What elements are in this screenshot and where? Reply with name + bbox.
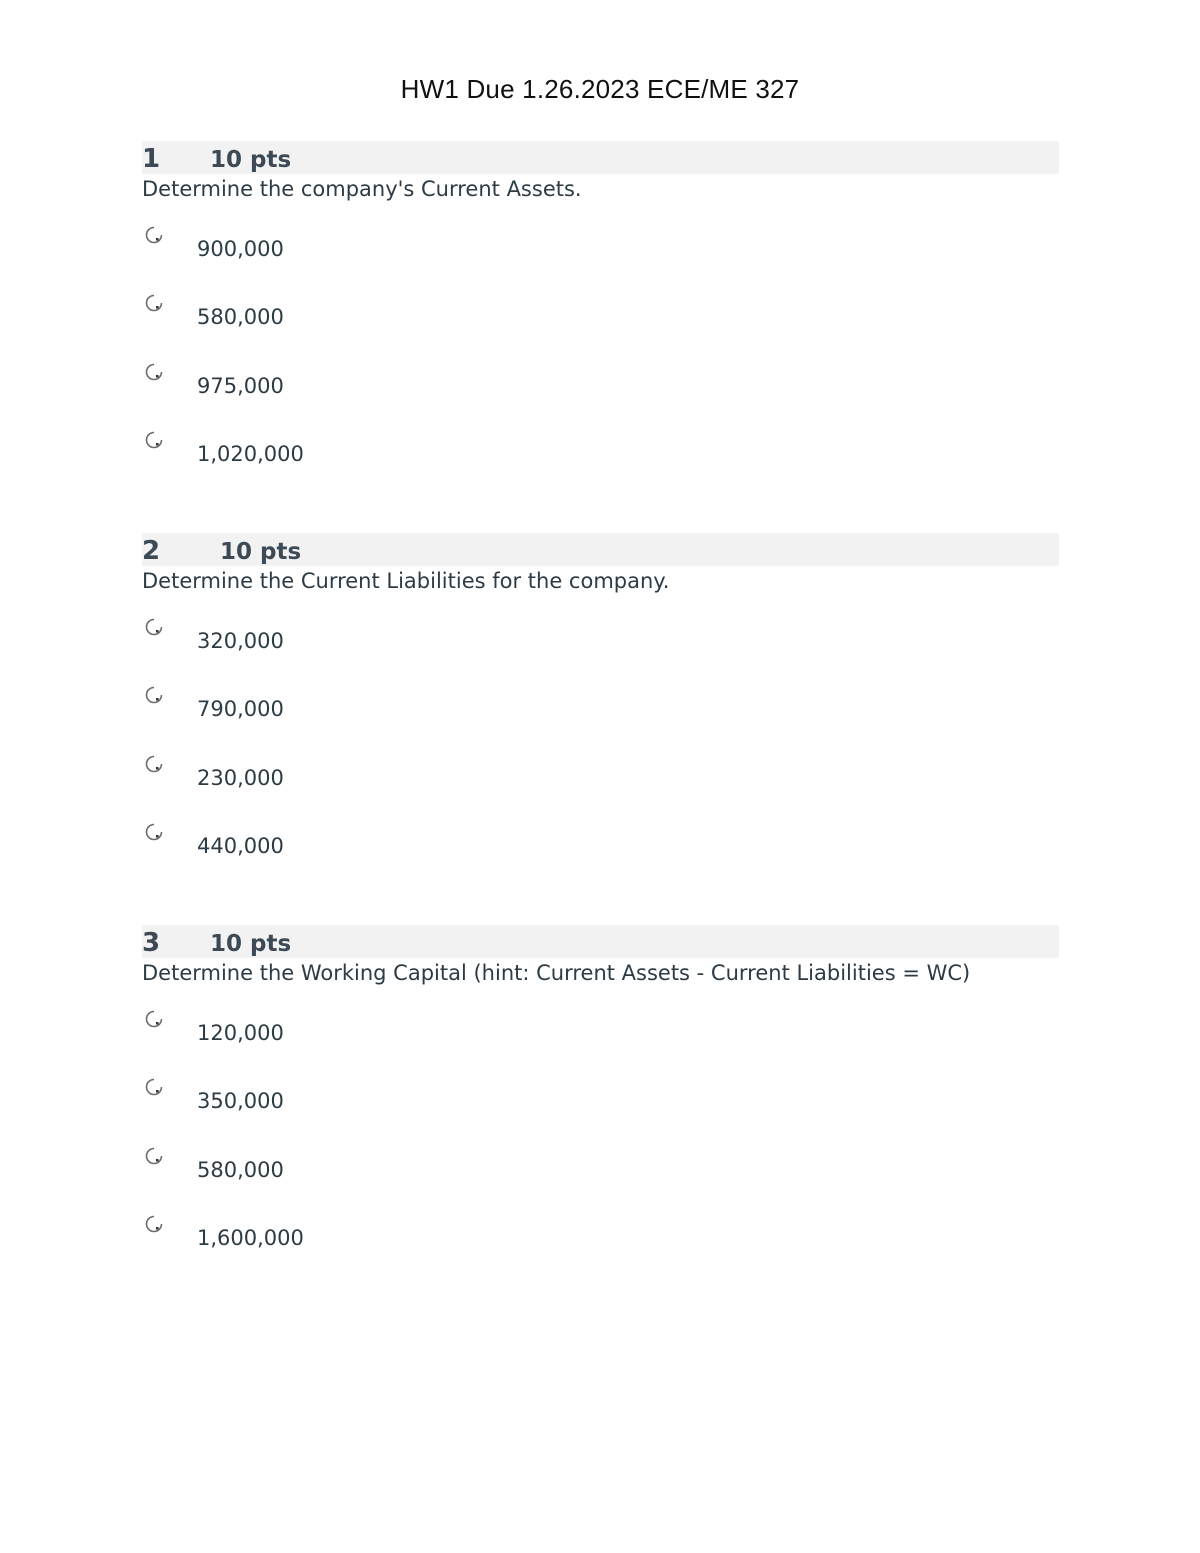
question-text: Determine the Current Liabilities for the company.: [142, 569, 670, 593]
answer-options: [142, 618, 1059, 891]
question-header: [142, 925, 1059, 958]
answer-option[interactable]: [142, 431, 1059, 499]
answer-option-label: 350,000: [197, 1089, 284, 1114]
answer-option-label: 440,000: [197, 833, 284, 858]
question-points: 10 pts: [210, 931, 292, 957]
answer-option[interactable]: [142, 823, 1059, 891]
radio-button-icon[interactable]: [145, 823, 163, 841]
question-1: [142, 141, 1059, 499]
answer-option[interactable]: [142, 226, 1059, 294]
page-title: HW1 Due 1.26.2023 ECE/ME 327: [400, 74, 800, 104]
question-number: 1: [142, 144, 161, 174]
radio-button-icon[interactable]: [145, 363, 163, 381]
question-points: 10 pts: [220, 539, 302, 565]
answer-option-label: 230,000: [197, 765, 284, 790]
answer-option-label: 900,000: [197, 237, 284, 261]
answer-option-label: 120,000: [197, 1021, 284, 1045]
answer-option[interactable]: [142, 1078, 1059, 1146]
radio-button-icon[interactable]: [145, 294, 163, 312]
answer-option-label: 790,000: [197, 697, 284, 722]
question-number: 2: [142, 536, 161, 566]
question-number: 3: [142, 928, 161, 958]
answer-option[interactable]: [142, 686, 1059, 754]
radio-button-icon[interactable]: [145, 1010, 163, 1028]
radio-button-icon[interactable]: [145, 1215, 163, 1233]
answer-option[interactable]: [142, 1147, 1059, 1215]
answer-option[interactable]: [142, 294, 1059, 362]
radio-button-icon[interactable]: [145, 431, 163, 449]
question-text: Determine the company's Current Assets.: [142, 177, 582, 201]
answer-option[interactable]: [142, 618, 1059, 686]
question-text: Determine the Working Capital (hint: Current Assets - Current Liabilities = WC): [142, 961, 971, 985]
answer-option-label: 1,020,000: [197, 441, 304, 466]
question-2: [142, 533, 1059, 891]
answer-option[interactable]: [142, 363, 1059, 431]
question-header: [142, 141, 1059, 174]
answer-options: [142, 226, 1059, 499]
radio-button-icon[interactable]: [145, 755, 163, 773]
answer-option-label: 975,000: [197, 373, 284, 398]
answer-option-label: 580,000: [197, 1157, 284, 1182]
answer-option[interactable]: [142, 755, 1059, 823]
answer-options: [142, 1010, 1059, 1283]
question-3: [142, 925, 1059, 1283]
answer-option-label: 1,600,000: [197, 1225, 304, 1250]
radio-button-icon[interactable]: [145, 1147, 163, 1165]
question-header: [142, 533, 1059, 566]
answer-option[interactable]: [142, 1215, 1059, 1283]
answer-option[interactable]: [142, 1010, 1059, 1078]
radio-button-icon[interactable]: [145, 618, 163, 636]
answer-option-label: 320,000: [197, 629, 284, 653]
radio-button-icon[interactable]: [145, 1078, 163, 1096]
radio-button-icon[interactable]: [145, 686, 163, 704]
question-points: 10 pts: [210, 147, 292, 173]
radio-button-icon[interactable]: [145, 226, 163, 244]
answer-option-label: 580,000: [197, 305, 284, 330]
